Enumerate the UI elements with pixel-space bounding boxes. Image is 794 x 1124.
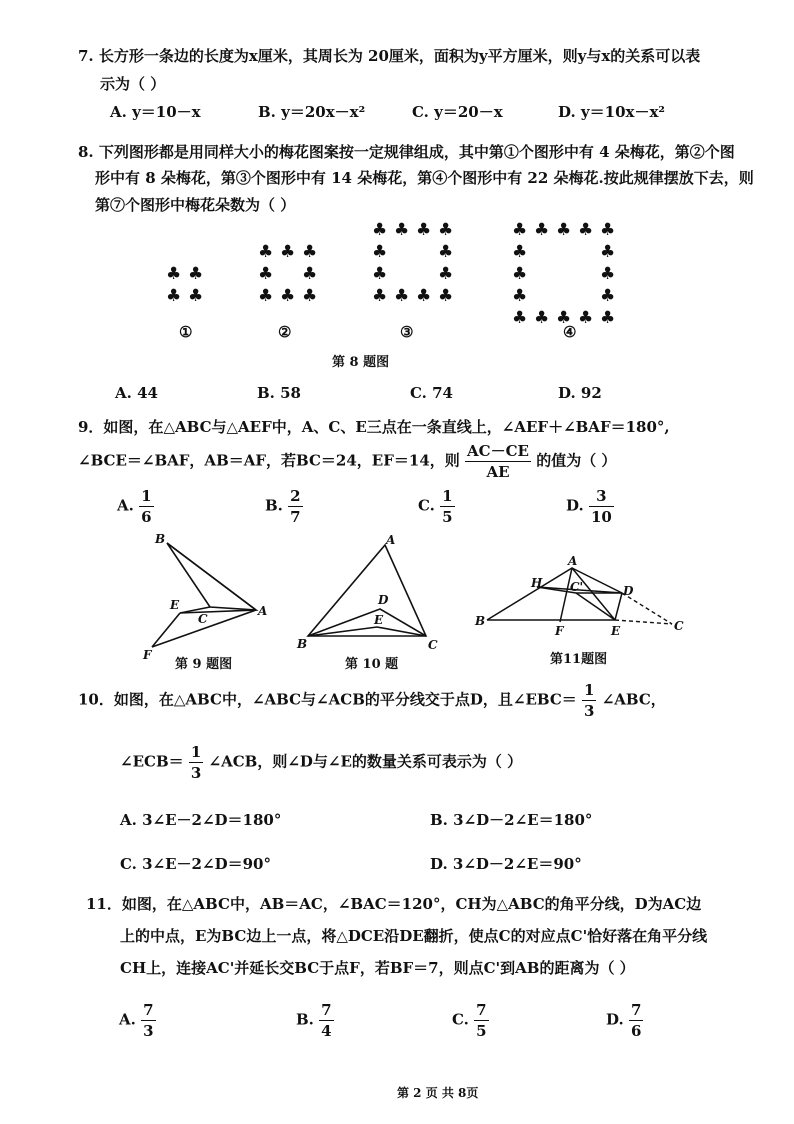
q9-option-d-fraction (589, 486, 614, 527)
f11-label-C: C (674, 619, 684, 633)
f11-label-H: H (531, 576, 543, 590)
figure-11 (487, 568, 622, 622)
q9-line1: 9．如图，在△ABC与△AEF中，A、C、E三点在一条直线上，∠AEF＋∠BAF＝180°, (78, 418, 670, 436)
f10-label-B: B (297, 637, 308, 651)
figure-10 (308, 545, 426, 636)
q8-option-d: D. 92 (558, 384, 602, 402)
q7-option-b: B. y＝20x－x² (258, 103, 366, 121)
q8-label-4: ④ (563, 323, 577, 341)
numerator: 3 (589, 486, 614, 507)
q10-line2-text-a: ∠ECB＝ (120, 752, 184, 771)
denominator: 4 (321, 1022, 332, 1040)
q10-option-b: B. 3∠D－2∠E＝180° (430, 811, 593, 829)
plum-blossom-icon: ♣ (188, 264, 204, 284)
denominator: 5 (476, 1022, 487, 1040)
q11-option-d (606, 1000, 643, 1041)
q10-line2 (120, 742, 522, 783)
plum-blossom-icon: ♣ (166, 286, 182, 306)
plum-blossom-icon: ♣ (416, 286, 432, 306)
plum-blossom-icon: ♣ (302, 264, 318, 284)
q9-option-c-label: C. (418, 496, 435, 515)
page-footer: 第 2 页 共 8页 (397, 1086, 479, 1100)
q7-line2: 示为（ ） (100, 75, 166, 93)
figure-9-caption: 第 9 题图 (175, 657, 233, 672)
plum-blossom-icon: ♣ (302, 286, 318, 306)
plum-blossom-icon: ♣ (258, 286, 274, 306)
f9-label-C: C (198, 612, 208, 626)
denominator: 3 (584, 702, 595, 720)
q10-line1-text-a: 10．如图，在△ABC中，∠ABC与∠ACB的平分线交于点D，且∠EBC＝ (78, 690, 577, 709)
plum-blossom-icon: ♣ (512, 286, 528, 306)
f11-label-A: A (568, 554, 578, 568)
plum-blossom-icon: ♣ (600, 242, 616, 262)
plum-blossom-icon: ♣ (258, 242, 274, 262)
plum-blossom-icon: ♣ (166, 264, 182, 284)
f10-label-A: A (386, 533, 396, 547)
plum-blossom-icon: ♣ (556, 220, 572, 240)
plum-blossom-icon: ♣ (512, 308, 528, 328)
q9-fraction (465, 441, 531, 482)
q11-option-b-fraction (319, 1000, 333, 1041)
plum-blossom-icon: ♣ (600, 308, 616, 328)
q9-option-c-fraction (440, 486, 454, 527)
q11-option-d-label: D. (606, 1010, 624, 1029)
q9-option-d (566, 486, 614, 527)
q7-option-d: D. y＝10x－x² (558, 103, 665, 121)
plum-blossom-icon: ♣ (302, 242, 318, 262)
q8-line1: 8. 下列图形都是用同样大小的梅花图案按一定规律组成，其中第①个图形中有 4 朵梅花，第②个图 (78, 143, 735, 161)
q9-option-a-fraction (139, 486, 153, 527)
q9-option-a (117, 486, 154, 527)
f11-label-B: B (475, 614, 486, 628)
numerator: 7 (321, 1001, 332, 1019)
q8-label-3: ③ (400, 323, 414, 341)
q9-fraction-denominator: AE (486, 463, 510, 481)
plum-blossom-icon: ♣ (512, 242, 528, 262)
figure-9 (152, 543, 256, 647)
q9-option-c (418, 486, 455, 527)
plum-blossom-icon: ♣ (600, 286, 616, 306)
denominator: 5 (442, 508, 453, 526)
q11-option-c-fraction (474, 1000, 488, 1041)
q8-option-b: B. 58 (257, 384, 301, 402)
plum-blossom-icon: ♣ (600, 264, 616, 284)
q10-line1 (78, 680, 666, 721)
q9-fraction-numerator: AC－CE (467, 442, 529, 460)
q8-option-a: A. 44 (115, 384, 158, 402)
f11-label-F: F (555, 624, 564, 638)
q9-option-b (265, 486, 303, 527)
q11-option-b-label: B. (296, 1010, 314, 1029)
q11-option-a (119, 1000, 156, 1041)
f9-label-F: F (143, 648, 152, 662)
q8-line2: 形中有 8 朵梅花，第③个图形中有 14 朵梅花，第④个图形中有 22 朵梅花.按此规律摆放下去，则 (95, 169, 754, 187)
plum-blossom-icon: ♣ (372, 242, 388, 262)
figure-11-caption: 第11题图 (550, 652, 608, 667)
f10-label-C: C (428, 638, 438, 652)
q10-option-c: C. 3∠E－2∠D＝90° (120, 855, 271, 873)
numerator: 1 (190, 743, 202, 761)
plum-blossom-icon: ♣ (416, 220, 432, 240)
f11-label-C-prime: C' (570, 580, 584, 594)
plum-blossom-icon: ♣ (394, 220, 410, 240)
numerator: 1 (442, 487, 453, 505)
q10-option-a: A. 3∠E－2∠D＝180° (120, 811, 282, 829)
plum-blossom-icon: ♣ (188, 286, 204, 306)
q11-option-a-fraction (141, 1000, 155, 1041)
plum-blossom-icon: ♣ (512, 264, 528, 284)
plum-blossom-icon: ♣ (600, 220, 616, 240)
f10-label-D: D (378, 593, 389, 607)
denominator: 3 (143, 1022, 154, 1040)
plum-blossom-icon: ♣ (534, 220, 550, 240)
f9-label-A: A (258, 604, 268, 618)
q7-option-a: A. y＝10－x (110, 103, 201, 121)
q10-line2-text-b: ∠ACB，则∠D与∠E的数量关系可表示为（ ） (208, 752, 523, 771)
q9-option-b-fraction (288, 486, 302, 527)
f9-label-B: B (155, 532, 166, 546)
q11-option-c (452, 1000, 489, 1041)
plum-blossom-icon: ♣ (512, 220, 528, 240)
q8-line3: 第⑦个图形中梅花朵数为（ ） (95, 196, 296, 214)
q9-option-a-label: A. (117, 496, 134, 515)
numerator: 7 (476, 1001, 487, 1019)
plum-blossom-icon: ♣ (280, 286, 296, 306)
numerator: 1 (141, 487, 152, 505)
denominator: 3 (190, 764, 202, 782)
q7-line1: 7. 长方形一条边的长度为x厘米，其周长为 20厘米，面积为y平方厘米，则y与x的关系可以表 (78, 47, 701, 65)
q9-option-d-label: D. (566, 496, 584, 515)
plum-blossom-icon: ♣ (438, 242, 454, 262)
q10-option-d: D. 3∠D－2∠E＝90° (430, 855, 582, 873)
plum-blossom-icon: ♣ (578, 220, 594, 240)
q11-option-b (296, 1000, 334, 1041)
f11-label-D: D (623, 584, 634, 598)
denominator: 7 (290, 508, 301, 526)
q11-line1: 11．如图，在△ABC中，AB＝AC，∠BAC＝120°，CH为△ABC的角平分线，D为AC边 (86, 895, 702, 913)
q11-line3: CH上，连接AC'并延长交BC于点F，若BF＝7，则点C'到AB的距离为（ ） (120, 959, 635, 977)
q9-line2-text-b: 的值为（ ） (536, 451, 617, 470)
q8-label-2: ② (278, 323, 292, 341)
denominator: 6 (630, 1022, 642, 1040)
q10-fraction-1 (582, 680, 596, 721)
numerator: 7 (630, 1001, 642, 1019)
plum-blossom-icon: ♣ (438, 264, 454, 284)
q11-option-c-label: C. (452, 1010, 469, 1029)
q9-line2 (78, 441, 616, 482)
plum-blossom-icon: ♣ (556, 308, 572, 328)
plum-blossom-icon: ♣ (578, 308, 594, 328)
q8-label-1: ① (179, 323, 193, 341)
plum-blossom-icon: ♣ (280, 242, 296, 262)
q11-option-d-fraction (629, 1000, 643, 1041)
q10-line1-text-b: ∠ABC， (601, 690, 666, 709)
f11-label-E: E (611, 624, 621, 638)
numerator: 1 (584, 681, 595, 699)
q9-option-b-label: B. (265, 496, 283, 515)
plum-blossom-icon: ♣ (372, 220, 388, 240)
plum-blossom-icon: ♣ (258, 264, 274, 284)
f9-label-E: E (170, 598, 180, 612)
q8-option-c: C. 74 (410, 384, 453, 402)
plum-blossom-icon: ♣ (438, 286, 454, 306)
q7-option-c: C. y＝20－x (412, 103, 503, 121)
q11-option-a-label: A. (119, 1010, 136, 1029)
denominator: 6 (141, 508, 152, 526)
q11-line2: 上的中点，E为BC边上一点，将△DCE沿DE翻折，使点C的对应点C'恰好落在角平分线 (120, 927, 708, 945)
plum-blossom-icon: ♣ (394, 286, 410, 306)
q8-figure-caption: 第 8 题图 (332, 355, 390, 370)
numerator: 2 (290, 487, 301, 505)
numerator: 7 (143, 1001, 154, 1019)
plum-blossom-icon: ♣ (534, 308, 550, 328)
plum-blossom-icon: ♣ (372, 286, 388, 306)
plum-blossom-icon: ♣ (372, 264, 388, 284)
q10-fraction-2 (189, 742, 203, 783)
denominator: 10 (590, 508, 612, 526)
q9-line2-text-a: ∠BCE＝∠BAF，AB＝AF，若BC＝24，EF＝14，则 (78, 451, 460, 470)
f10-label-E: E (374, 613, 384, 627)
figure-10-caption: 第 10 题 (345, 657, 399, 672)
plum-blossom-icon: ♣ (438, 220, 454, 240)
